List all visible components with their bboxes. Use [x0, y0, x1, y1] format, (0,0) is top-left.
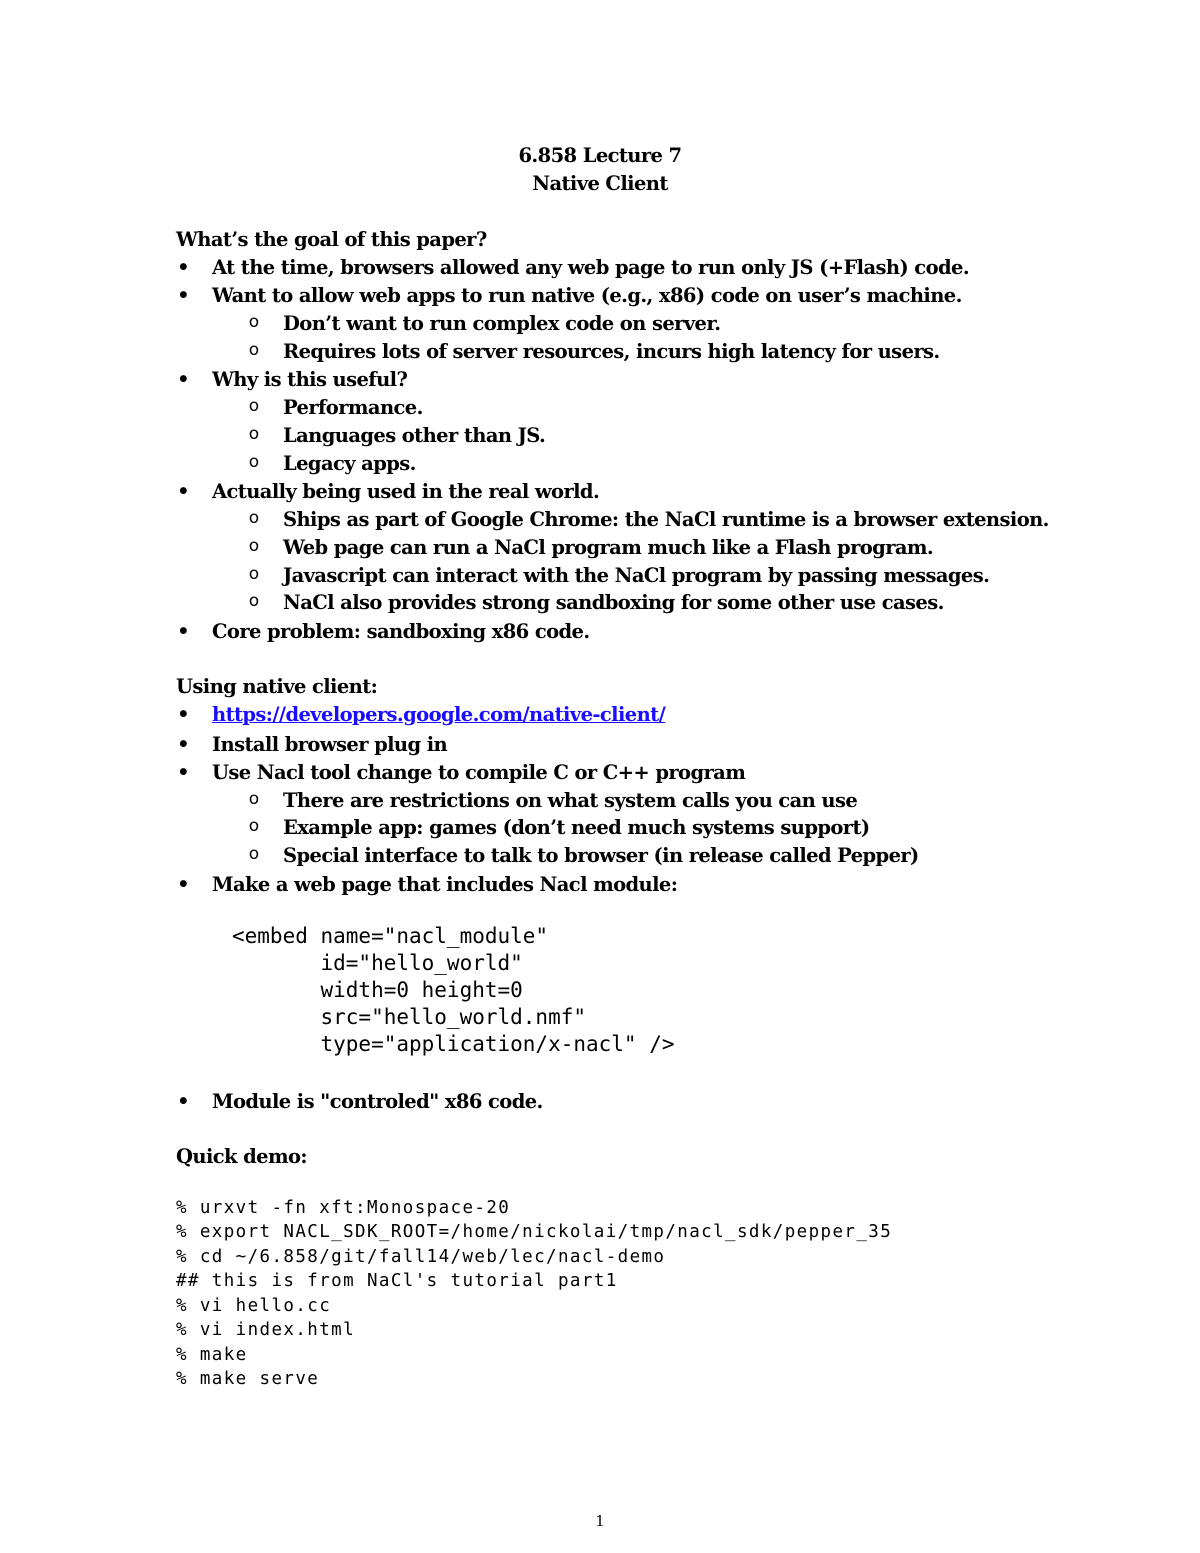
bullet-item: At the time, browsers allowed any web page to run only JS (+Flash) code. [212, 256, 970, 279]
bullet-marker: • [177, 873, 189, 896]
shell-command-line: % vi index.html [176, 1320, 356, 1340]
sub-bullet-marker: o [248, 312, 260, 332]
sub-bullet-item: Web page can run a NaCl program much like a Flash program. [283, 536, 934, 559]
sub-bullet-marker: o [248, 564, 260, 584]
embed-code-line: src="hello_world.nmf" [232, 1005, 587, 1029]
sub-bullet-marker: o [248, 844, 260, 864]
embed-code-line: width=0 height=0 [232, 978, 523, 1002]
bullet-item: Want to allow web apps to run native (e.g., x86) code on user’s machine. [212, 284, 962, 307]
bullet-marker: • [177, 733, 189, 756]
sub-bullet-item: Special interface to talk to browser (in release called Pepper) [283, 844, 919, 867]
sub-bullet-item: Legacy apps. [283, 452, 416, 475]
shell-command-line: % export NACL_SDK_ROOT=/home/nickolai/tmp/nacl_sdk/pepper_35 [176, 1222, 893, 1242]
lecture-subtitle: Native Client [532, 172, 668, 195]
sub-bullet-item: Requires lots of server resources, incurs high latency for users. [283, 340, 940, 363]
sub-bullet-item: Ships as part of Google Chrome: the NaCl runtime is a browser extension. [283, 508, 1049, 531]
sub-bullet-marker: o [248, 591, 260, 611]
shell-command-line: % vi hello.cc [176, 1296, 332, 1316]
section-heading-using: Using native client: [176, 675, 378, 698]
bullet-item: Make a web page that includes Nacl module: [212, 873, 678, 896]
sub-bullet-item: Performance. [283, 396, 423, 419]
native-client-link[interactable]: https://developers.google.com/native-client/ [212, 703, 666, 726]
shell-command-line: % cd ~/6.858/git/fall14/web/lec/nacl-demo [176, 1247, 666, 1267]
sub-bullet-marker: o [248, 424, 260, 444]
shell-command-line: % make [176, 1345, 248, 1365]
bullet-item: Actually being used in the real world. [212, 480, 600, 503]
sub-bullet-marker: o [248, 452, 260, 472]
sub-bullet-item: Javascript can interact with the NaCl program by passing messages. [283, 564, 990, 587]
lecture-title: 6.858 Lecture 7 [518, 144, 682, 167]
bullet-marker: • [177, 620, 189, 643]
bullet-marker: • [177, 480, 189, 503]
bullet-item: Module is "controled" x86 code. [212, 1090, 543, 1113]
shell-command-line: % make serve [176, 1369, 320, 1389]
bullet-marker: • [177, 1090, 189, 1113]
embed-code-line: <embed name="nacl_module" [232, 924, 549, 948]
bullet-marker: • [177, 284, 189, 307]
shell-command-line: ## this is from NaCl's tutorial part1 [176, 1271, 618, 1291]
bullet-marker: • [177, 703, 189, 726]
sub-bullet-marker: o [248, 816, 260, 836]
bullet-item: Use Nacl tool change to compile C or C++ program [212, 761, 746, 784]
sub-bullet-marker: o [248, 536, 260, 556]
bullet-item: Why is this useful? [212, 368, 408, 391]
shell-command-line: % urxvt -fn xft:Monospace-20 [176, 1198, 511, 1218]
bullet-item: Core problem: sandboxing x86 code. [212, 620, 590, 643]
sub-bullet-marker: o [248, 789, 260, 809]
bullet-marker: • [177, 256, 189, 279]
sub-bullet-item: There are restrictions on what system calls you can use [283, 789, 858, 812]
sub-bullet-marker: o [248, 396, 260, 416]
sub-bullet-marker: o [248, 508, 260, 528]
sub-bullet-item: NaCl also provides strong sandboxing for some other use cases. [283, 591, 944, 614]
section-heading-demo: Quick demo: [176, 1145, 308, 1168]
embed-code-line: id="hello_world" [232, 951, 523, 975]
page-number: 1 [595, 1512, 605, 1530]
sub-bullet-item: Don’t want to run complex code on server. [283, 312, 721, 335]
bullet-marker: • [177, 761, 189, 784]
section-heading-goal: What’s the goal of this paper? [176, 228, 487, 251]
sub-bullet-marker: o [248, 340, 260, 360]
embed-code-line: type="application/x-nacl" /> [232, 1032, 675, 1056]
bullet-marker: • [177, 368, 189, 391]
sub-bullet-item: Example app: games (don’t need much systems support) [283, 816, 870, 839]
bullet-item: Install browser plug in [212, 733, 448, 756]
sub-bullet-item: Languages other than JS. [283, 424, 546, 447]
